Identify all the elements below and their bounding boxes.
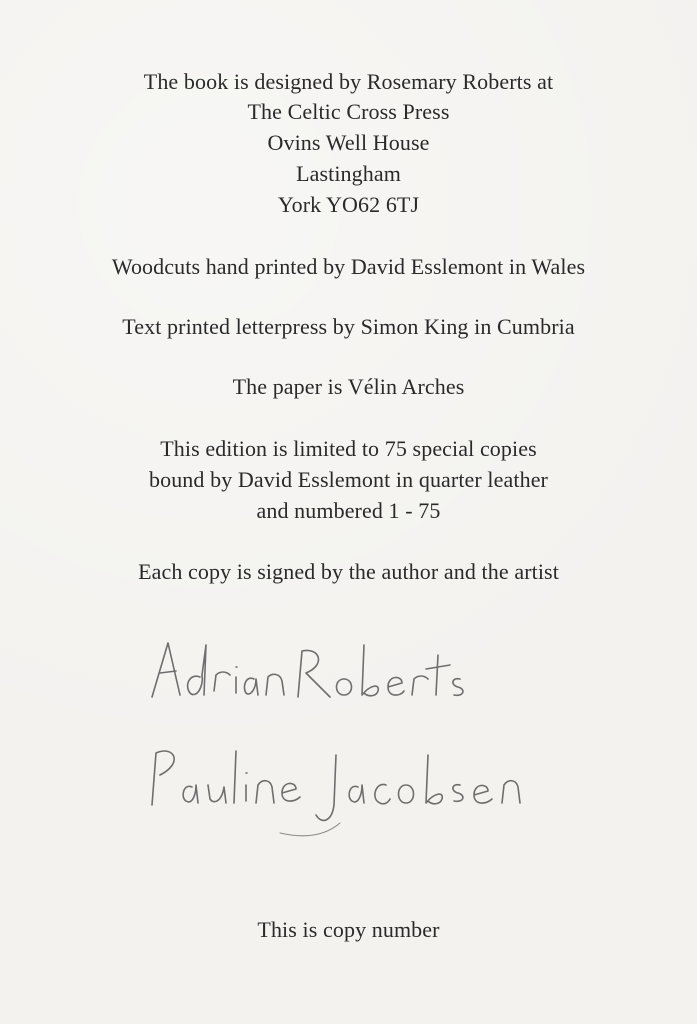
woodcuts-credit: Woodcuts hand printed by David Esslemont in Wales (111, 254, 586, 279)
address-line-postcode: York YO62 6TJ (277, 192, 420, 217)
signature-author-icon (152, 643, 463, 697)
edition-line-2: bound by David Esslemont in quarter leather (149, 467, 548, 492)
copy-number-label: This is copy number (257, 917, 440, 942)
edition-line-3: and numbered 1 - 75 (256, 498, 441, 523)
text-printing-credit: Text printed letterpress by Simon King in Cumbria (122, 314, 575, 339)
press-name: The Celtic Cross Press (247, 99, 450, 124)
signatures-area (130, 625, 570, 855)
address-line-village: Lastingham (296, 161, 401, 186)
handwritten-signatures (130, 625, 570, 855)
signed-note: Each copy is signed by the author and the artist (138, 559, 559, 584)
signature-artist-icon (152, 751, 520, 836)
address-line-house: Ovins Well House (267, 130, 430, 155)
edition-line-1: This edition is limited to 75 special copies (160, 436, 537, 461)
paper-note: The paper is Vélin Arches (232, 374, 465, 399)
designer-line-1: The book is designed by Rosemary Roberts at (143, 69, 554, 94)
